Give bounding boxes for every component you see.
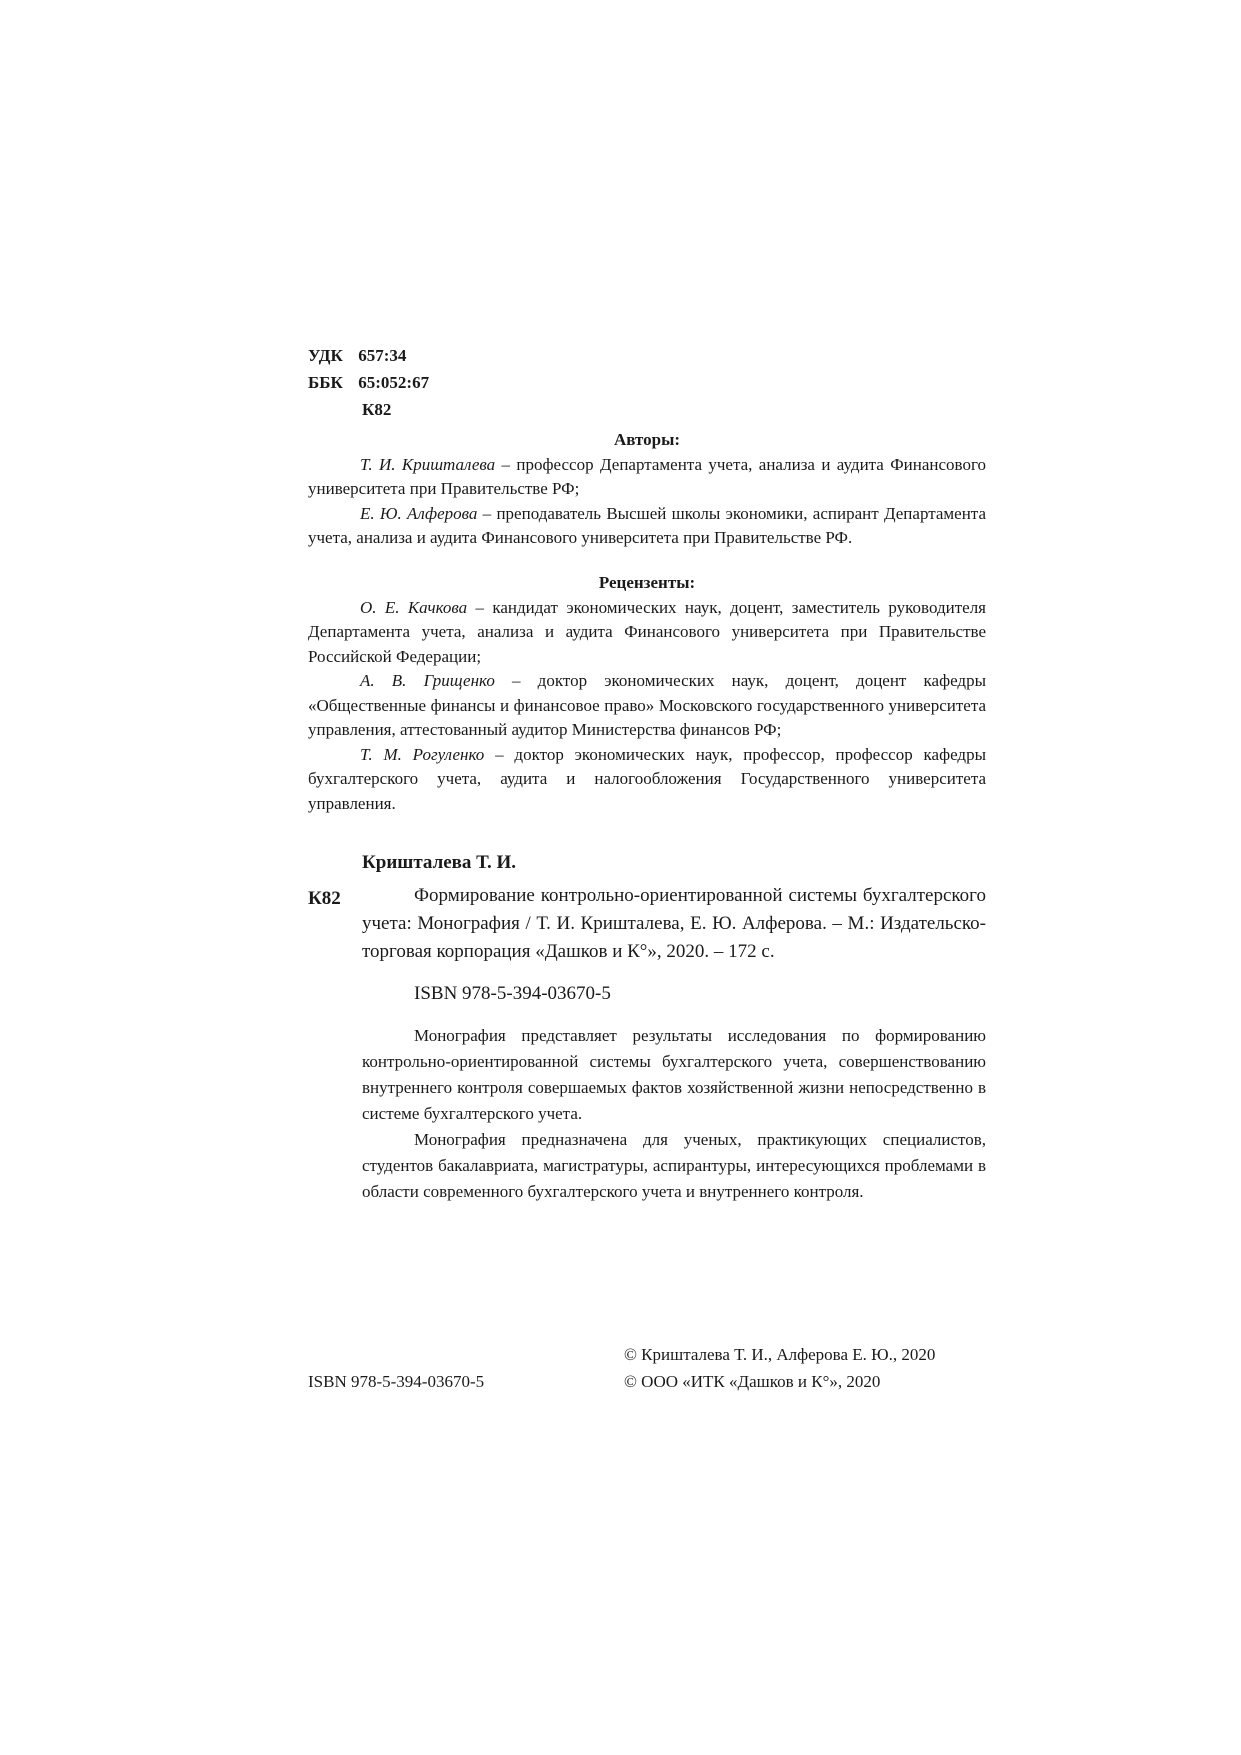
author-entry-2 bbox=[308, 502, 986, 551]
annotation-paragraph-1: Монография представляет результаты исследования по формированию контрольно-ориентированной системы бухгалтерского учета, совершенствованию внутреннего контроля совершаемых фактов хозяйственной жизни непосредственно в системе бухгалтерского учета. bbox=[362, 1026, 986, 1123]
bibliographic-description: Формирование контрольно-ориентированной системы бухгалтерского учета: Монография / Т. И. Кришталева, Е. Ю. Алферова. – М.: Издательско-торговая корпорация «Дашков и К°», 2020. – 172 с. bbox=[362, 885, 986, 962]
footer-isbn: ISBN 978-5-394-03670-5 bbox=[308, 1372, 485, 1391]
bibliographic-author: Кришталева Т. И. bbox=[362, 852, 516, 873]
bbk-value: 65:052:67 bbox=[358, 373, 430, 392]
author-name-2: Е. Ю. Алферова bbox=[360, 503, 478, 523]
copyright-publisher: © ООО «ИТК «Дашков и К°», 2020 bbox=[624, 1372, 881, 1391]
reviewers-heading: Рецензенты: bbox=[598, 573, 696, 592]
udk-label: УДК bbox=[308, 346, 343, 365]
reviewer-name-2: А. В. Грищенко bbox=[360, 671, 495, 690]
bibliographic-isbn: ISBN 978-5-394-03670-5 bbox=[414, 983, 611, 1004]
copyright-block bbox=[624, 1341, 935, 1395]
author-entry-1 bbox=[308, 453, 986, 502]
bbk-label: ББК bbox=[308, 373, 343, 392]
reviewer-text-1: – кандидат экономических наук, доцент, заместитель руководителя Департамента учета, анализа и аудита Финансового университета при Правительстве Российской Федерации; bbox=[308, 597, 986, 666]
copyright-authors: © Кришталева Т. И., Алферова Е. Ю., 2020 bbox=[624, 1345, 936, 1364]
reviewer-text-3: – доктор экономических наук, профессор, профессор кафедры бухгалтерского учета, аудита и налогообложения Государственного университета управления. bbox=[308, 744, 986, 813]
bibliographic-code: К82 bbox=[308, 888, 341, 909]
classification-bbk bbox=[308, 369, 429, 396]
author-name-1: Т. И. Кришталева bbox=[360, 454, 496, 474]
authors-section bbox=[308, 428, 986, 551]
reviewer-entry-1 bbox=[308, 596, 986, 670]
author-mark: К82 bbox=[362, 400, 392, 419]
author-text-1: – профессор Департамента учета, анализа и аудита Финансового университета при Правительстве РФ; bbox=[308, 454, 986, 498]
reviewer-entry-3 bbox=[308, 743, 986, 817]
annotation bbox=[362, 1023, 986, 1205]
reviewer-text-2: – доктор экономических наук, доцент, доцент кафедры «Общественные финансы и финансовое право» Московского государственного университета управления, аттестованный аудитор Министерства финансов РФ; bbox=[308, 671, 986, 739]
authors-heading: Авторы: bbox=[613, 430, 681, 449]
annotation-paragraph-2: Монография предназначена для ученых, практикующих специалистов, студентов бакалавриата, магистратуры, аспирантуры, интересующихся проблемами в области современного бухгалтерского учета и внутреннего контроля. bbox=[362, 1130, 986, 1201]
reviewer-entry-2 bbox=[308, 669, 986, 743]
reviewers-section bbox=[308, 571, 986, 816]
reviewer-name-1: О. Е. Качкова bbox=[360, 597, 468, 617]
udk-value: 657:34 bbox=[358, 346, 407, 365]
classification-udk bbox=[308, 342, 406, 369]
author-text-2: – преподаватель Высшей школы экономики, аспирант Департамента учета, анализа и аудита Финансового университета при Правительстве РФ. bbox=[308, 503, 986, 547]
reviewer-name-3: Т. М. Рогуленко bbox=[360, 744, 485, 764]
